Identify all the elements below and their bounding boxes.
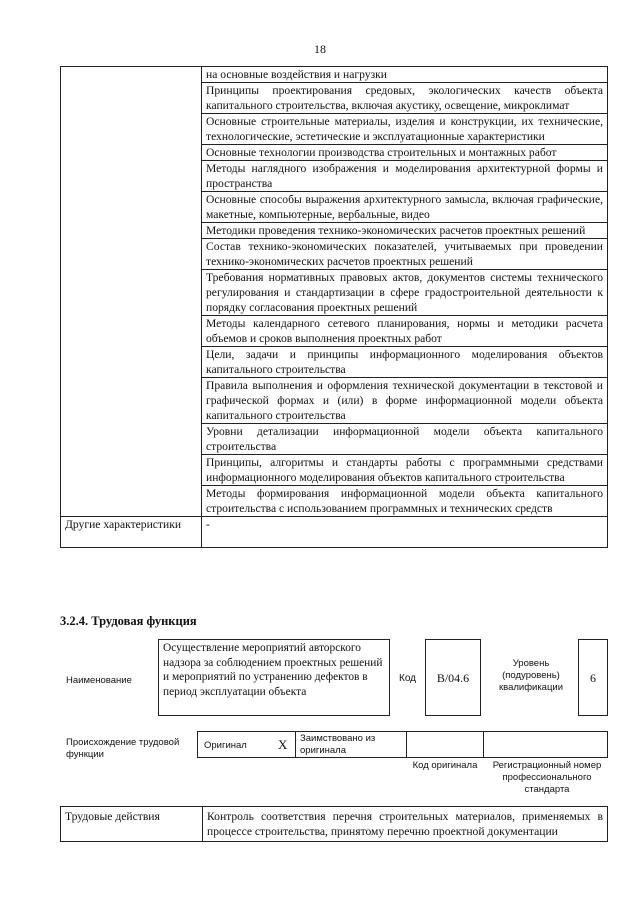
origin-label: Происхождение трудовой функции	[66, 737, 180, 760]
level-label: Уровень (подуровень) квалификации	[498, 658, 564, 693]
reg-number-caption: Регистрационный номер профессионального стандарта	[492, 760, 602, 795]
knowledge-left-cell	[61, 67, 202, 517]
knowledge-row	[61, 67, 608, 83]
other-row	[61, 517, 608, 548]
knowledge-item: на основные воздействия и нагрузки	[202, 67, 608, 83]
level-value: 6	[590, 671, 596, 685]
knowledge-item: Правила выполнения и оформления технической документации в текстовой и графической формах и (или) в форме информационной модели объекта капитального строительства	[202, 378, 608, 424]
name-label: Наименование	[66, 675, 132, 686]
borrowed-box	[295, 731, 407, 758]
knowledge-item: Методики проведения технико-экономических расчетов проектных решений	[202, 223, 608, 239]
code-box	[425, 639, 481, 716]
knowledge-item: Методы наглядного изображения и моделирования архитектурной формы и пространства	[202, 161, 608, 192]
code-original-box	[406, 731, 484, 758]
original-mark: X	[278, 737, 288, 752]
original-box	[197, 731, 296, 758]
function-name-text: Осуществление мероприятий авторского надзора за соблюдением проектных решений и мероприятий по устранению дефектов в период эксплуатации объекта	[163, 642, 383, 698]
page-number: 18	[314, 42, 326, 56]
section-heading: 3.2.4. Трудовая функция	[60, 614, 197, 628]
knowledge-table	[60, 66, 608, 548]
borrowed-label: Заимствовано из оригинала	[300, 733, 376, 756]
original-label: Оригинал	[204, 740, 247, 751]
knowledge-item: Основные технологии производства строительных и монтажных работ	[202, 145, 608, 161]
actions-value: Контроль соответствия перечня строительных материалов, применяемых в процессе строительства, принятому перечню проектной документации	[203, 807, 608, 842]
knowledge-item: Основные способы выражения архитектурного замысла, включая графические, макетные, компьютерные, вербальные, видео	[202, 192, 608, 223]
knowledge-item: Состав технико-экономических показателей, учитываемых при проведении технико-экономических расчетов проектных решений	[202, 239, 608, 270]
knowledge-item: Принципы, алгоритмы и стандарты работы с программными средствами информационного моделирования объектов капитального строительства	[202, 455, 608, 486]
other-value: -	[202, 517, 608, 548]
knowledge-item: Методы формирования информационной модели объекта капитального строительства с использованием программных и технических средств	[202, 486, 608, 517]
other-label: Другие характеристики	[61, 517, 202, 548]
level-box	[578, 639, 608, 716]
code-label: Код	[399, 673, 417, 684]
knowledge-item: Требования нормативных правовых актов, документов системы технического регулирования и стандартизации в сфере градостроительной деятельности к порядку согласования проектных решений	[202, 270, 608, 316]
function-name-box	[158, 639, 390, 716]
knowledge-item: Цели, задачи и принципы информационного моделирования объектов капитального строительства	[202, 347, 608, 378]
knowledge-item: Принципы проектирования средовых, экологических качеств объекта капитального строительства, включая акустику, освещение, микроклимат	[202, 83, 608, 114]
knowledge-item: Уровни детализации информационной модели объекта капитального строительства	[202, 424, 608, 455]
reg-number-box	[483, 731, 608, 758]
code-original-caption: Код оригинала	[412, 760, 478, 771]
actions-table	[60, 806, 608, 842]
actions-label: Трудовые действия	[61, 807, 203, 842]
knowledge-item: Методы календарного сетевого планирования, нормы и методики расчета объемов и сроков выполнения проектных работ	[202, 316, 608, 347]
code-value: B/04.6	[436, 671, 470, 685]
knowledge-item: Основные строительные материалы, изделия и конструкции, их технические, технологические, эстетические и эксплуатационные характеристики	[202, 114, 608, 145]
